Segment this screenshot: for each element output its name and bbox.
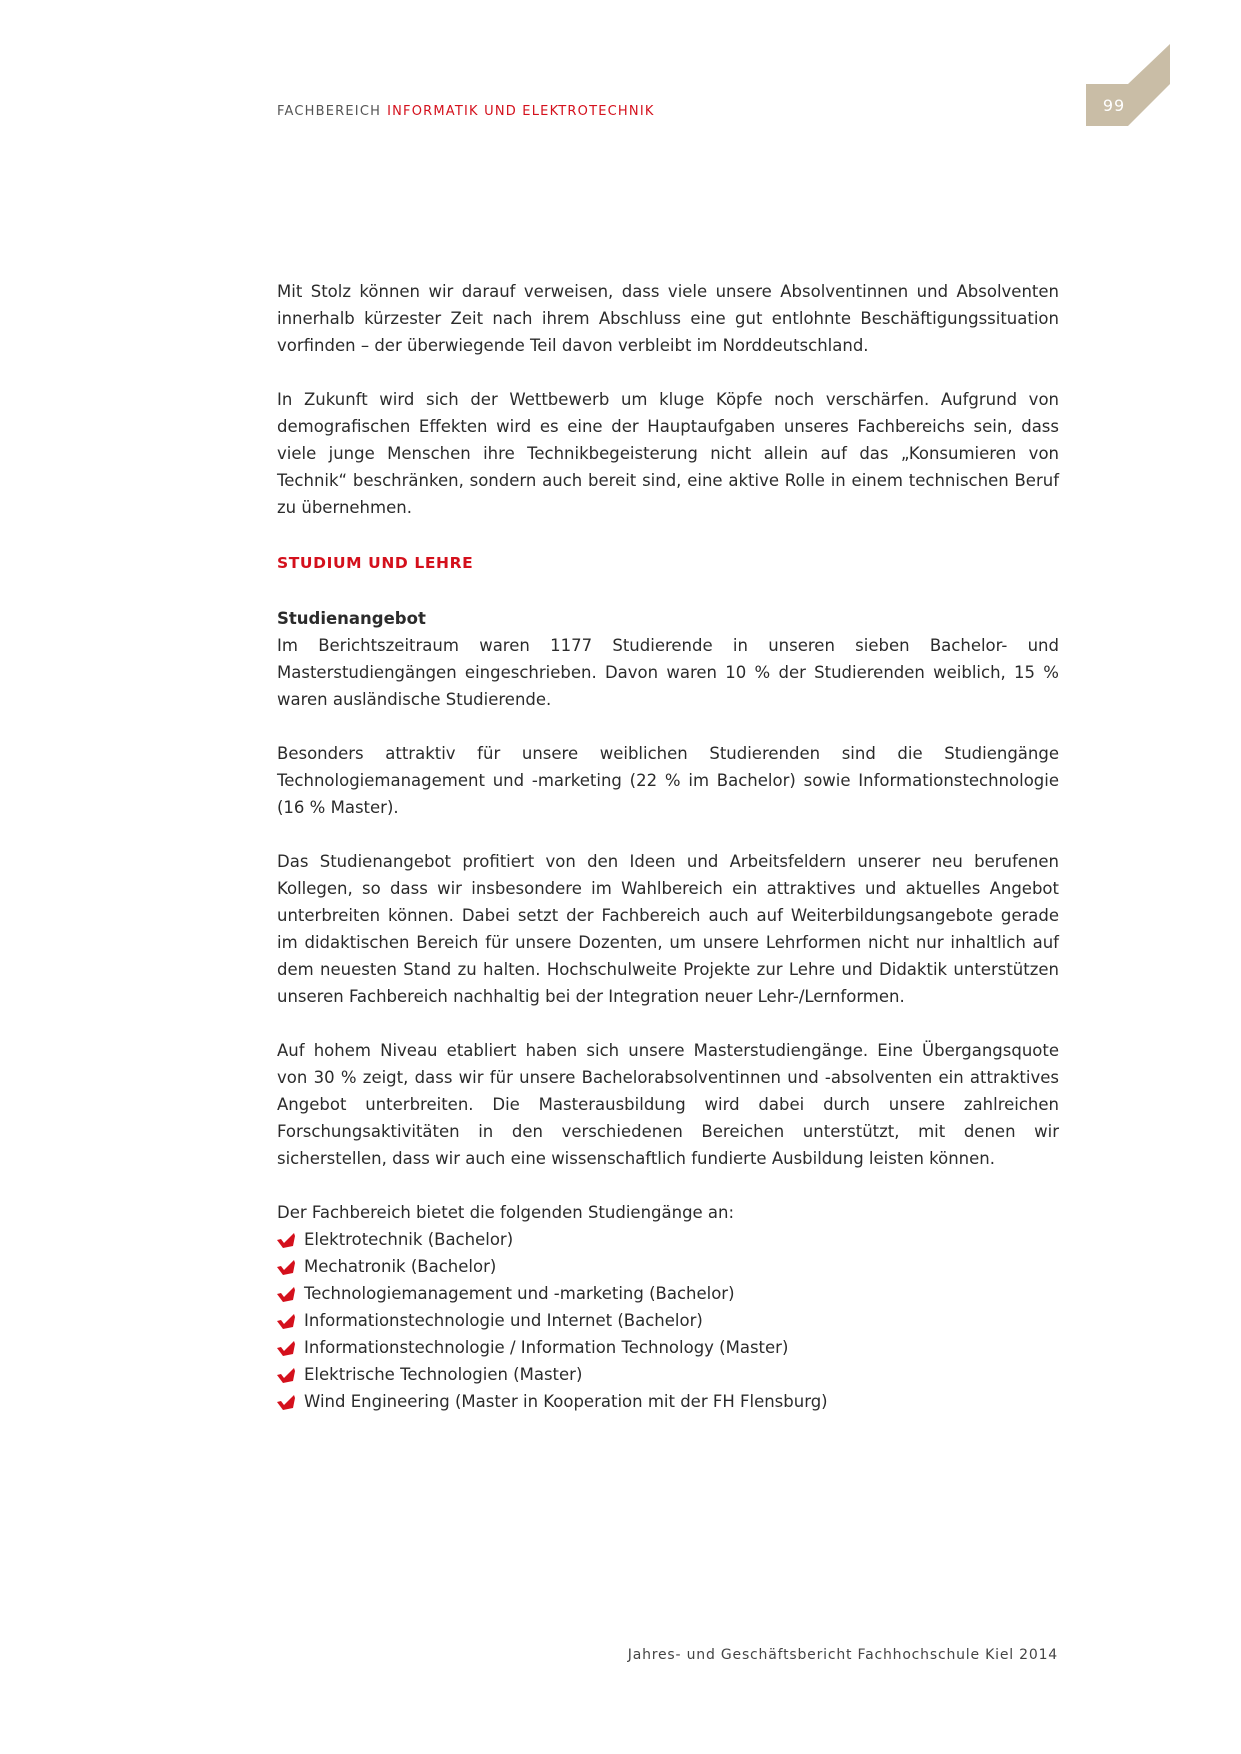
list-item (277, 1361, 1059, 1388)
list-item-label: Elektrotechnik (Bachelor) (304, 1230, 514, 1249)
page-number: 99 (1102, 96, 1126, 115)
check-icon (277, 1286, 295, 1302)
list-item-label: Informationstechnologie / Information Technology (Master) (304, 1338, 789, 1357)
section-paragraph-3: Das Studienangebot profitiert von den Ideen und Arbeitsfeldern unserer neu berufenen Kollegen, so dass wir insbesondere im Wahlbereich ein attraktives und aktuelles Angebot unterbreiten können. Dabei setzt der Fachbereich auch auf Weiterbildungsangebote gerade im didaktischen Bereich für unsere Dozenten, um unsere Lehrformen nicht nur inhaltlich auf dem neuesten Stand zu halten. Hochschulweite Projekte zur Lehre und Didaktik unterstützen unseren Fachbereich nachhaltig bei der Integration neuer Lehr-/Lernformen. (277, 852, 1059, 1006)
list-item-label: Wind Engineering (Master in Kooperation mit der FH Flensburg) (304, 1392, 828, 1411)
header-prefix: FACHBEREICH (277, 104, 382, 119)
check-icon (277, 1259, 295, 1275)
list-item-label: Informationstechnologie und Internet (Bachelor) (304, 1311, 703, 1330)
intro-paragraph-2: In Zukunft wird sich der Wettbewerb um kluge Köpfe noch verschärfen. Aufgrund von demografischen Effekten wird es eine der Hauptaufgaben unseres Fachbereichs sein, dass viele junge Menschen ihre Technikbegeisterung nicht allein auf das „Konsumieren von Technik“ beschränken, sondern auch bereit sind, eine aktive Rolle in einem technischen Beruf zu übernehmen. (277, 390, 1059, 517)
section-paragraph-1: Im Berichtszeitraum waren 1177 Studierende in unseren sieben Bachelor- und Masterstudiengängen eingeschrieben. Davon waren 10 % der Studierenden weiblich, 15 % waren ausländische Studierende. (277, 636, 1059, 709)
list-item-label: Elektrische Technologien (Master) (304, 1365, 583, 1384)
running-header (277, 104, 655, 119)
intro-paragraph-1: Mit Stolz können wir darauf verweisen, dass viele unsere Absolventinnen und Absolventen innerhalb kürzester Zeit nach ihrem Abschluss eine gut entlohnte Beschäftigungssituation vorfinden – der überwiegende Teil davon verbleibt im Norddeutschland. (277, 282, 1059, 355)
check-icon (277, 1232, 295, 1248)
list-item (277, 1388, 1059, 1415)
footer-text: Jahres- und Geschäftsbericht Fachhochschule Kiel 2014 (627, 1647, 1058, 1663)
list-intro: Der Fachbereich bietet die folgenden Studiengänge an: (277, 1203, 735, 1222)
section-heading: STUDIUM UND LEHRE (277, 554, 474, 572)
list-item (277, 1226, 1059, 1253)
list-item-label: Mechatronik (Bachelor) (304, 1257, 497, 1276)
study-program-list (277, 1226, 1059, 1415)
check-icon (277, 1340, 295, 1356)
list-item (277, 1334, 1059, 1361)
section-paragraph-4: Auf hohem Niveau etabliert haben sich unsere Masterstudiengänge. Eine Übergangsquote von 30 % zeigt, dass wir für unsere Bachelorabsolventinnen und -absolventen ein attraktives Angebot unterbreiten. Die Masterausbildung wird dabei durch unsere zahlreichen Forschungsaktivitäten in den verschiedenen Bereichen unterstützt, mit denen wir sicherstellen, dass wir auch eine wissenschaftlich fundierte Ausbildung leisten können. (277, 1041, 1059, 1168)
section-paragraph-2: Besonders attraktiv für unsere weiblichen Studierenden sind die Studiengänge Technologiemanagement und -marketing (22 % im Bachelor) sowie Informationstechnologie (16 % Master). (277, 744, 1059, 817)
main-content (277, 278, 1059, 1415)
page-tab-icon (1086, 44, 1170, 128)
check-icon (277, 1394, 295, 1410)
subheading: Studienangebot (277, 609, 426, 628)
check-icon (277, 1313, 295, 1329)
header-title: INFORMATIK UND ELEKTROTECHNIK (387, 104, 655, 119)
list-item-label: Technologiemanagement und -marketing (Bachelor) (304, 1284, 735, 1303)
list-item (277, 1307, 1059, 1334)
list-item (277, 1253, 1059, 1280)
list-item (277, 1280, 1059, 1307)
check-icon (277, 1367, 295, 1383)
